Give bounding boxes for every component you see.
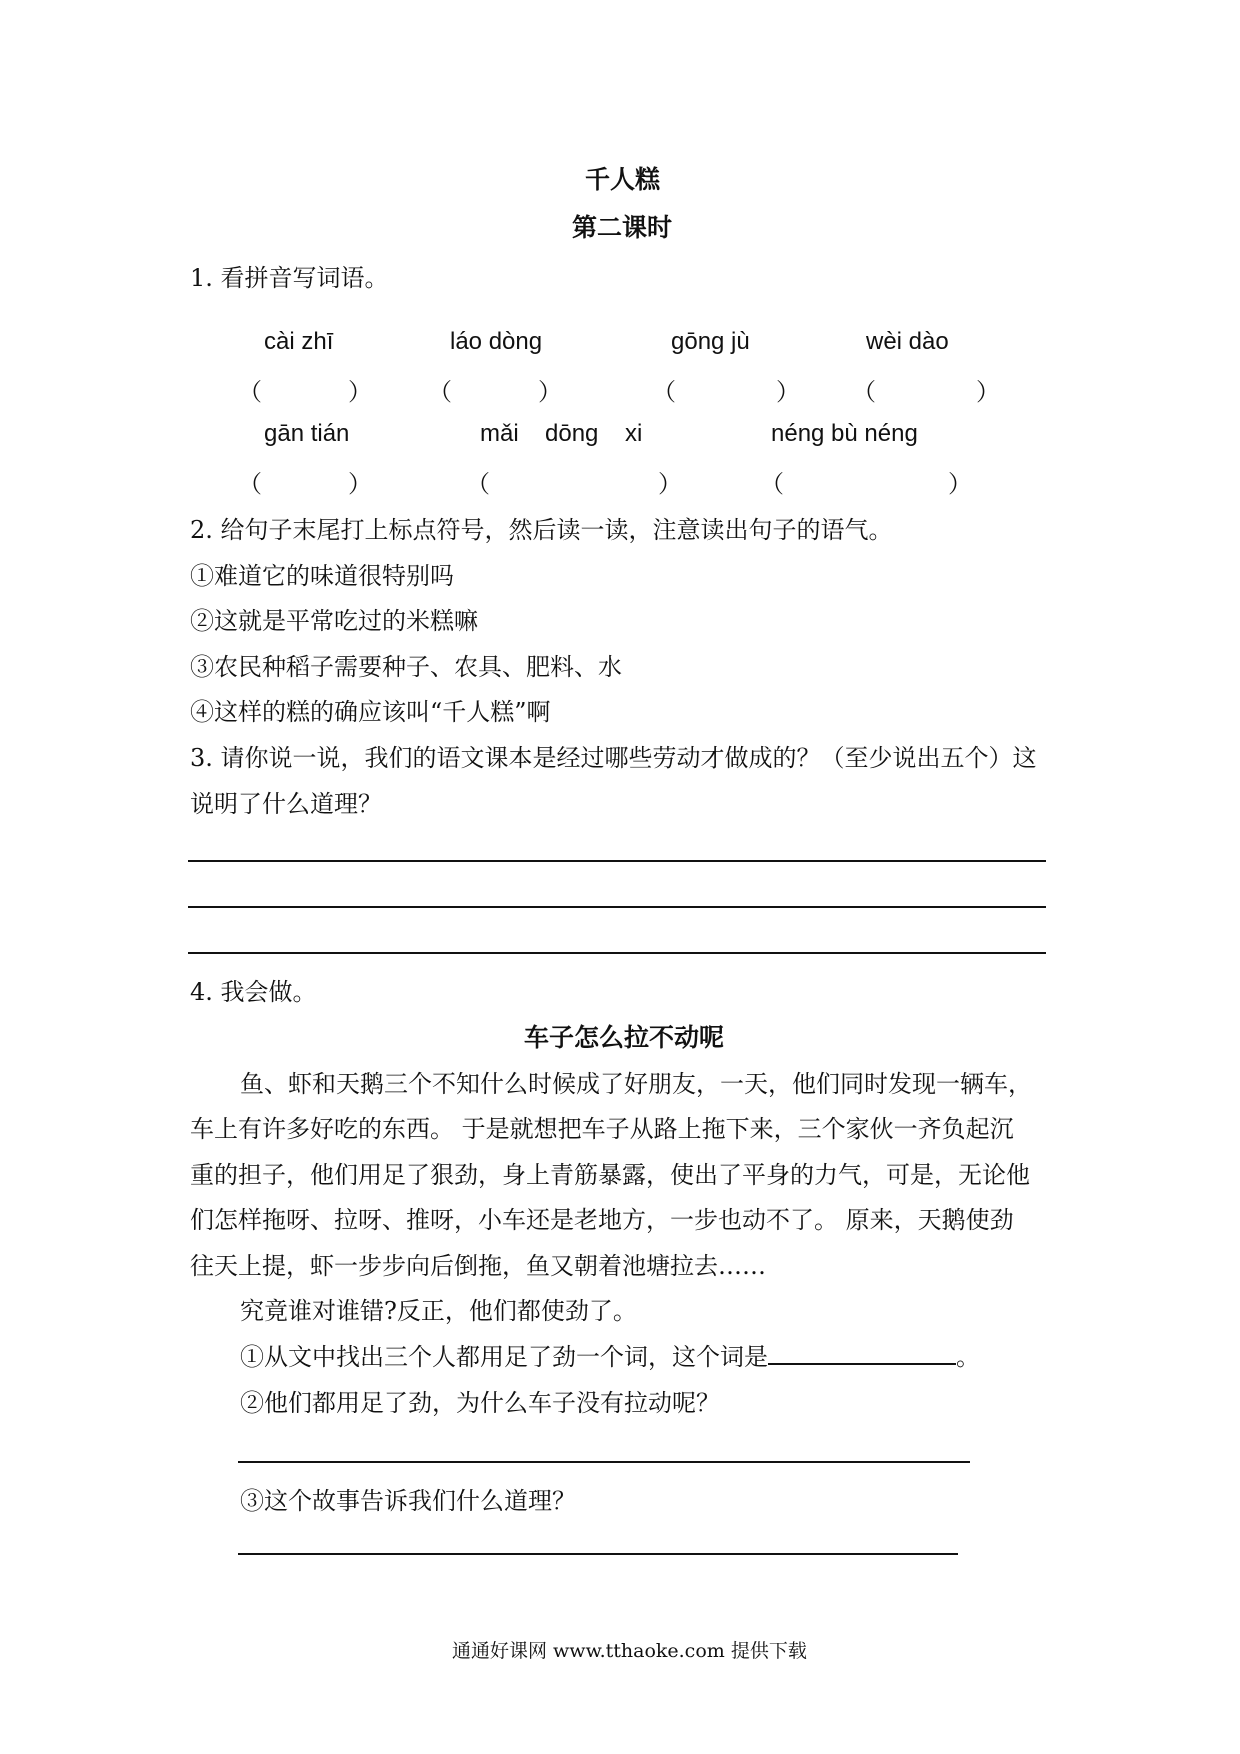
q4-sub1-period: 。: [956, 1343, 980, 1371]
answer-paren-open: （: [238, 470, 262, 498]
pinyin-1: cài zhī: [264, 328, 334, 355]
answer-paren-close: ）: [348, 378, 372, 406]
answer-line: [188, 860, 1046, 862]
pinyin-6b: dōng: [545, 420, 599, 447]
answer-paren-open: （: [760, 470, 784, 498]
answer-paren-close: ）: [976, 378, 1000, 406]
q2-item-2: ②这就是平常吃过的米糕嘛: [190, 607, 478, 635]
q4-sub2: ②他们都用足了劲，为什么车子没有拉动呢？: [240, 1389, 720, 1417]
q2-item-3: ③农民种稻子需要种子、农具、肥料、水: [190, 653, 622, 681]
answer-paren-close: ）: [538, 378, 562, 406]
answer-line: [188, 952, 1046, 954]
q2-item-4: ④这样的糕的确应该叫“千人糕”啊: [190, 698, 551, 726]
page-title: 千人糕: [585, 165, 661, 194]
lesson-subtitle: 第二课时: [572, 213, 673, 242]
story-line: 重的担子，他们用足了狠劲，身上青筋暴露，使出了平身的力气，可是，无论他: [190, 1161, 1030, 1189]
pinyin-5: gān tián: [264, 420, 350, 447]
q3-line-2: 说明了什么道理？: [190, 790, 382, 818]
answer-line: [188, 906, 1046, 908]
q2-item-1: ①难道它的味道很特别吗: [190, 562, 454, 590]
story-title: 车子怎么拉不动呢: [524, 1023, 725, 1052]
footer-credit: 通通好课网 www.tthaoke.com 提供下载: [452, 1640, 807, 1662]
q4-sub3: ③这个故事告诉我们什么道理？: [240, 1487, 576, 1515]
answer-paren-close: ）: [776, 378, 800, 406]
answer-paren-close: ）: [948, 470, 972, 498]
story-line: 车上有许多好吃的东西。 于是就想把车子从路上拖下来，三个家伙一齐负起沉: [190, 1115, 1014, 1143]
pinyin-6c: xi: [625, 420, 643, 447]
pinyin-7: néng bù néng: [771, 420, 918, 447]
answer-paren-open: （: [652, 378, 676, 406]
pinyin-2: láo dòng: [450, 328, 543, 355]
pinyin-6a: mǎi: [480, 420, 519, 447]
q4-sub1-text: ①从文中找出三个人都用足了劲一个词，这个词是: [240, 1343, 768, 1371]
q4-label: 4. 我会做。: [190, 978, 317, 1006]
pinyin-4: wèi dào: [866, 328, 949, 355]
q4-sub1: [240, 1337, 980, 1372]
pinyin-3: gōng jù: [671, 328, 750, 355]
story-end: 究竟谁对谁错?反正，他们都使劲了。: [240, 1297, 637, 1325]
answer-paren-open: （: [466, 470, 490, 498]
answer-paren-close: ）: [348, 470, 372, 498]
answer-line: [238, 1553, 958, 1555]
story-line: 鱼、虾和天鹅三个不知什么时候成了好朋友，一天，他们同时发现一辆车，: [240, 1070, 1032, 1098]
q3-line-1: 3. 请你说一说，我们的语文课本是经过哪些劳动才做成的？（至少说出五个）这: [190, 744, 1037, 772]
answer-line: [238, 1461, 970, 1463]
story-line: 往天上提，虾一步步向后倒拖，鱼又朝着池塘拉去……: [190, 1252, 766, 1280]
q1-label: 1. 看拼音写词语。: [190, 264, 389, 292]
answer-paren-open: （: [238, 378, 262, 406]
blank-line: [768, 1339, 956, 1365]
answer-paren-close: ）: [658, 470, 682, 498]
q2-label: 2. 给句子末尾打上标点符号，然后读一读，注意读出句子的语气。: [190, 516, 893, 544]
story-line: 们怎样拖呀、拉呀、推呀，小车还是老地方，一步也动不了。 原来，天鹅使劲: [190, 1206, 1014, 1234]
answer-paren-open: （: [428, 378, 452, 406]
answer-paren-open: （: [852, 378, 876, 406]
